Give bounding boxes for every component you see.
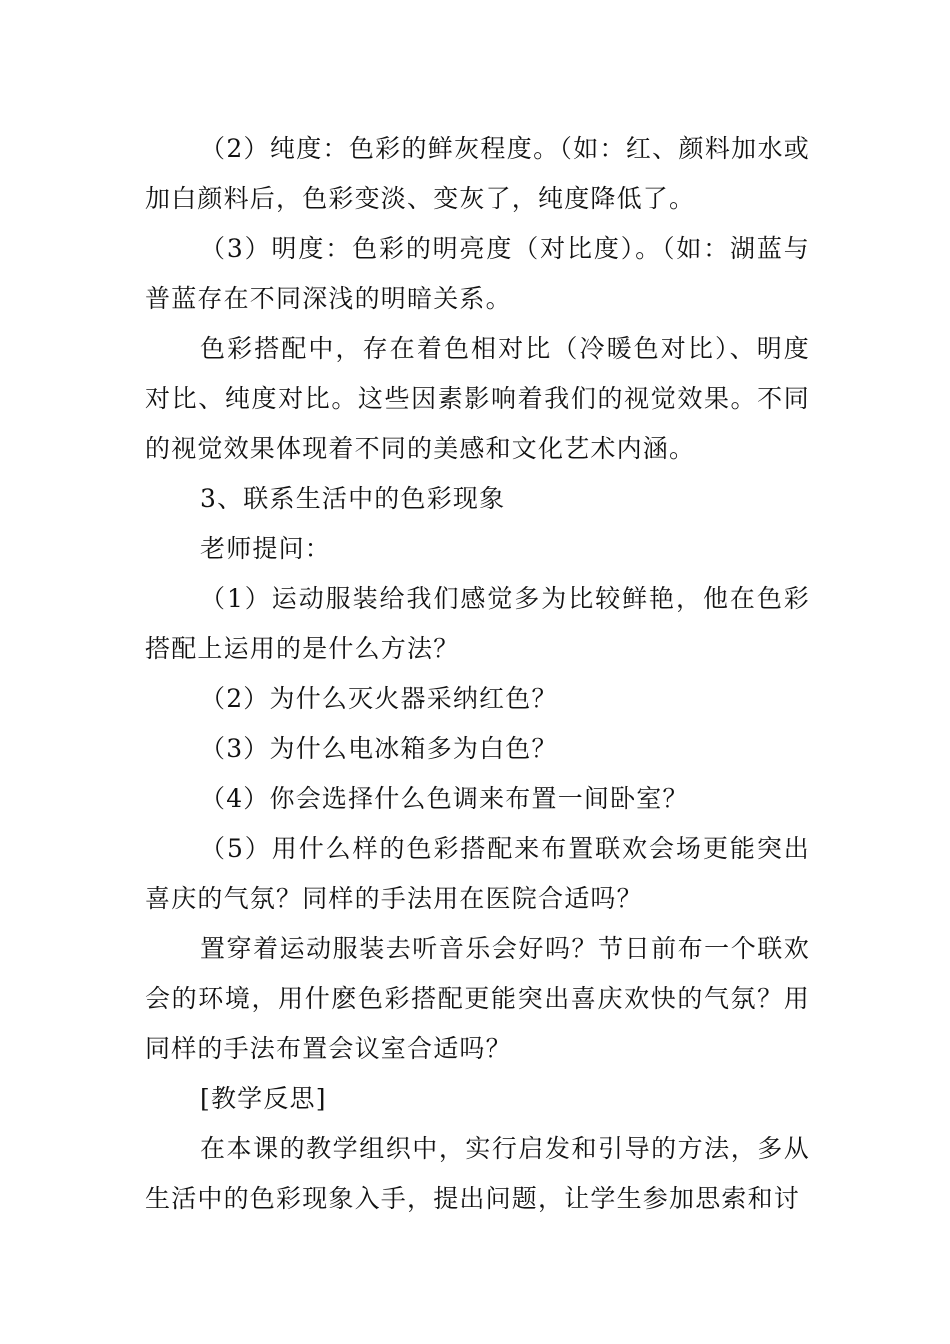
- section-heading-reflection: [教学反思]: [200, 1084, 327, 1113]
- question-5: （5）用什么样的色彩搭配来布置联欢会场更能突出喜庆的气氛？同样的手法用在医院合适吗？: [145, 834, 810, 913]
- paragraph-sportswear: 置穿着运动服装去听音乐会好吗？节日前布一个联欢会的环境，用什麽色彩搭配更能突出喜庆欢快的气氛？用同样的手法布置会议室合适吗？: [145, 934, 810, 1063]
- paragraph-purity: （2）纯度：色彩的鲜灰程度。（如：红、颜料加水或加白颜料后，色彩变淡、变灰了，纯度降低了。: [145, 134, 810, 213]
- section-heading-life-colors: 3、联系生活中的色彩现象: [200, 484, 506, 513]
- paragraph-brightness: （3）明度：色彩的明亮度（对比度）。（如：湖蓝与普蓝存在不同深浅的明暗关系。: [145, 234, 810, 313]
- question-1: （1）运动服装给我们感觉多为比较鲜艳，他在色彩搭配上运用的是什么方法？: [145, 584, 810, 663]
- question-4: （4）你会选择什么色调来布置一间卧室？: [200, 784, 689, 813]
- question-3: （3）为什么电冰箱多为白色？: [200, 734, 558, 763]
- document-body: [145, 124, 810, 1224]
- paragraph-teacher-question: 老师提问：: [200, 534, 332, 563]
- paragraph-color-contrast: 色彩搭配中，存在着色相对比（冷暖色对比）、明度对比、纯度对比。这些因素影响着我们的视觉效果。不同的视觉效果体现着不同的美感和文化艺术内涵。: [145, 334, 810, 463]
- question-2: （2）为什么灭火器采纳红色？: [200, 684, 558, 713]
- paragraph-reflection: 在本课的教学组织中，实行启发和引导的方法，多从生活中的色彩现象入手，提出问题，让学生参加思索和讨: [145, 1134, 810, 1213]
